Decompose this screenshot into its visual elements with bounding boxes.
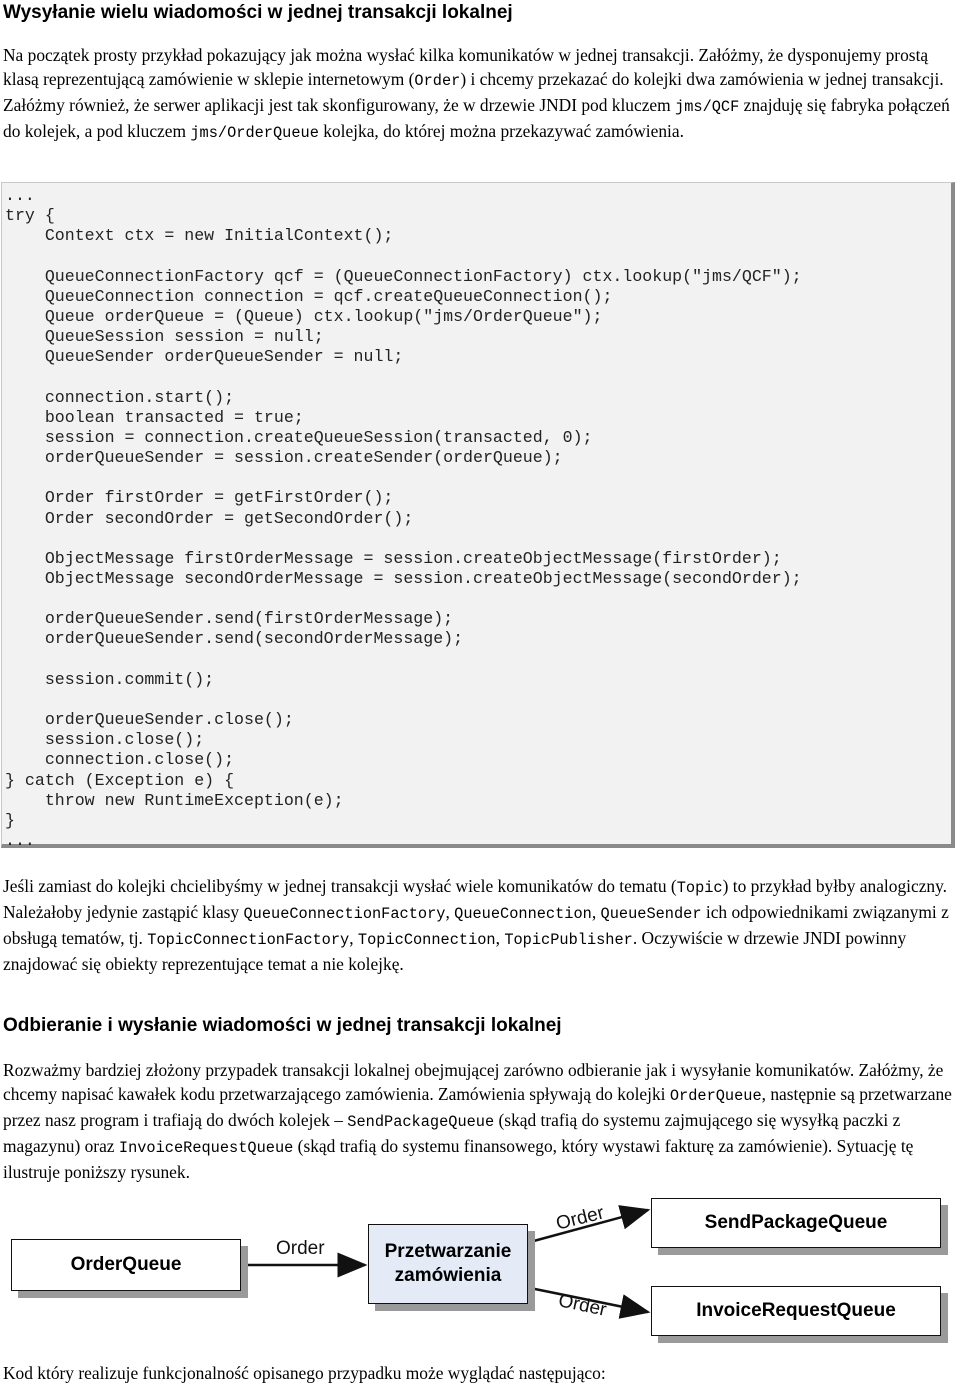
intro-paragraph (3, 43, 955, 145)
section-heading-sending: Wysyłanie wielu wiadomości w jednej transakcji lokalnej (3, 2, 513, 23)
inline-code: QueueConnection (454, 905, 592, 923)
inline-code: Order (414, 72, 461, 90)
box-process (368, 1224, 528, 1304)
text-run: , (591, 902, 601, 922)
label-order-in: Order (276, 1238, 325, 1259)
text-run: kolejka, do której można przekazywać zamówienia. (318, 121, 684, 141)
inline-code: jms/QCF (675, 98, 740, 116)
text-run: Rozważmy bardziej złożony przypadek transakcji lokalnej obejmującej zarówno odbieranie jak i wysyłanie komunikatów. Załóżmy, że chcemy napisać kawałek kodu przetwarzającego zamówienia. Zamówienia spływają do kolejki (3, 1060, 944, 1104)
flow-diagram (0, 1192, 960, 1342)
inline-code: OrderQueue (669, 1087, 762, 1105)
label-order-top: Order (554, 1202, 607, 1235)
text-run: , następnie są przetwarzane przez nasz program i trafiają do dwóch kolejek – (3, 1084, 952, 1130)
text-run: , (445, 902, 455, 922)
code-listing-send: ... try { Context ctx = new InitialContext(); QueueConnectionFactory qcf = (QueueConnectionFactory) ctx.lookup("jms/QCF"); QueueConnection connection = qcf.createQueueConnection(); Queue orderQueue = (Queue) ctx.lookup("jms/OrderQueue"); QueueSession session = null; QueueSender orderQueueSender = null; connection.start(); boolean transacted = true; session = connection.createQueueSession(transacted, 0); orderQueueSender = session.createSender(orderQueue); Order firstOrder = getFirstOrder(); Order secondOrder = getSecondOrder(); ObjectMessage firstOrderMessage = session.createObjectMessage(firstOrder); ObjectMessage secondOrderMessage = session.createObjectMessage(secondOrder); orderQueueSender.send(firstOrderMessage); orderQueueSender.send(secondOrderMessage); session.commit(); orderQueueSender.close(); session.close(); connection.close(); } catch (Exception e) { throw new RuntimeException(e); } ... (1, 182, 955, 848)
label-order-bottom: Order (556, 1290, 609, 1321)
section-heading-receive-send: Odbieranie i wysłanie wiadomości w jednej transakcji lokalnej (3, 1015, 562, 1036)
inline-code: QueueSender (600, 905, 702, 923)
inline-code: TopicPublisher (504, 931, 633, 949)
text-run: ) i chcemy przekazać do kolejki dwa zamówienia w jednej transakcji. Załóżmy również, że serwer aplikacji jest tak skonfigurowany, że w drzewie JNDI pod kluczem (3, 69, 944, 115)
inline-code: TopicConnectionFactory (147, 931, 350, 949)
box-orderqueue: OrderQueue (11, 1239, 241, 1291)
text-run: Jeśli zamiast do kolejki chcielibyśmy w jednej transakcji wysłać wiele komunikatów do tematu ( (3, 876, 677, 896)
text-run: . Oczywiście w drzewie JNDI powinny znajdować się obiekty reprezentujące temat a nie kolejkę. (3, 928, 907, 974)
process-line2: zamówienia (394, 1265, 502, 1286)
text-run: znajduję się fabryka połączeń do kolejek, a pod kluczem (3, 95, 950, 141)
process-line1: Przetwarzanie (384, 1241, 512, 1262)
inline-code: Topic (676, 879, 723, 897)
inline-code: TopicConnection (357, 931, 496, 949)
text-run: ich odpowiednikami związanymi z obsługą tematów, tj. (3, 902, 949, 948)
topic-paragraph (3, 874, 955, 976)
box-invoicerequestqueue: InvoiceRequestQueue (651, 1286, 941, 1336)
text-run: Na początek prosty przykład pokazujący jak można wysłać kilka komunikatów w jednej transakcji. Załóżmy, że dysponujemy prostą klasą reprezentującą zamówienie w sklepie internetowym ( (3, 45, 929, 89)
text-run: ) to przykład byłby analogiczny. Należałoby jedynie zastąpić klasy (3, 876, 948, 922)
text-run: (skąd trafią do systemu finansowego, który wystawi fakturę za zamówienie). Sytuację tę ilustruje poniższy rysunek. (3, 1136, 914, 1182)
inline-code: jms/OrderQueue (190, 124, 319, 142)
inline-code: QueueConnectionFactory (243, 905, 446, 923)
text-run: , (349, 928, 358, 948)
text-run: , (495, 928, 505, 948)
inline-code: SendPackageQueue (347, 1113, 495, 1131)
outro-paragraph: Kod który realizuje funkcjonalność opisanego przypadku może wyglądać następująco: (3, 1363, 606, 1383)
inline-code: InvoiceRequestQueue (118, 1139, 294, 1157)
text-run: (skąd trafią do systemu zajmującego się wysyłką paczki z magazynu) oraz (3, 1110, 901, 1156)
box-sendpackagequeue: SendPackageQueue (651, 1198, 941, 1248)
receive-send-paragraph (3, 1058, 955, 1184)
